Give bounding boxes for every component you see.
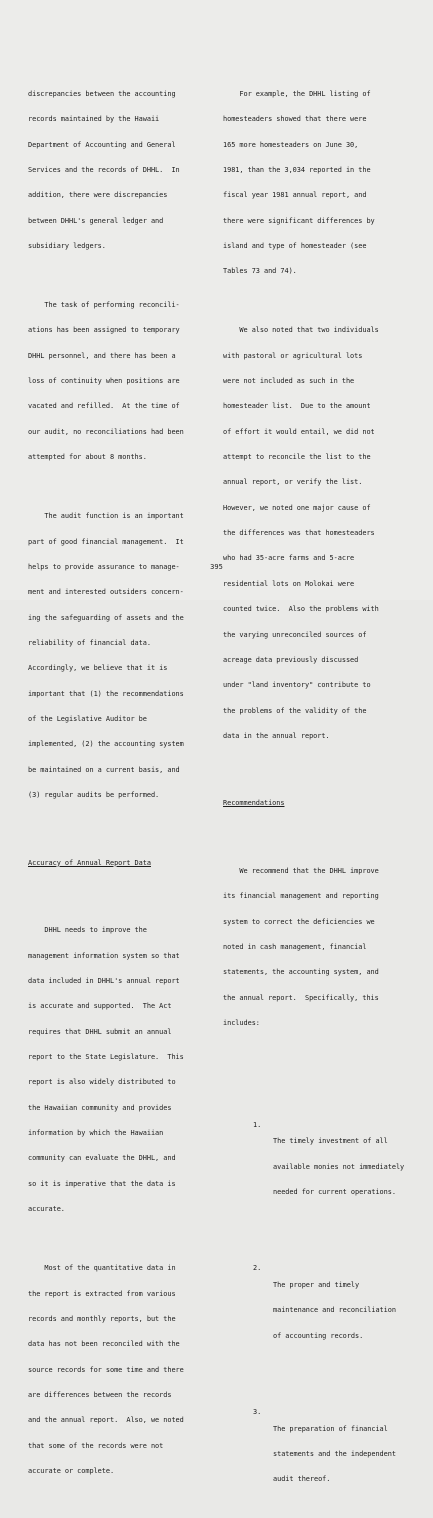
text-line: part of good financial management. It: [28, 537, 184, 546]
text-line: (3) regular audits be performed.: [28, 791, 160, 800]
text-line: Services and the records of DHHL. In: [28, 165, 180, 174]
text-line: accurate or complete.: [28, 1466, 115, 1475]
text-line: maintenance and reconciliation: [273, 1306, 396, 1315]
text-line: The preparation of financial: [273, 1424, 388, 1433]
text-line: accurate.: [28, 1205, 65, 1213]
text-line: implemented, (2) the accounting system: [28, 740, 184, 749]
text-line: residential lots on Molokai were: [223, 579, 355, 588]
text-line: of effort it would entail, we did not: [223, 427, 375, 436]
page-number: 395: [210, 563, 223, 571]
item-number: 1.: [253, 1120, 262, 1129]
text-line: records and monthly reports, but the: [28, 1314, 176, 1323]
text-line: The task of performing reconcili-: [28, 301, 180, 310]
text-line: subsidiary ledgers.: [28, 241, 106, 250]
text-line: homesteader list. Due to the amount: [223, 402, 371, 411]
spacer: [223, 1374, 409, 1382]
spacer: [223, 825, 409, 833]
text-line: The proper and timely: [273, 1281, 360, 1290]
text-line: the problems of the validity of the: [223, 706, 367, 715]
text-line: statements and the independent: [273, 1450, 396, 1459]
text-line: fiscal year 1981 annual report, and: [223, 191, 367, 200]
text-line: be maintained on a current basis, and: [28, 765, 180, 774]
text-line: attempt to reconcile the list to the: [223, 453, 371, 462]
text-line: Department of Accounting and General: [28, 140, 176, 149]
text-line: addition, there were discrepancies: [28, 191, 168, 200]
item-number: 2.: [253, 1264, 262, 1273]
text-line: requires that DHHL submit an annual: [28, 1027, 172, 1036]
spacer: [223, 1230, 409, 1238]
text-line: the Hawaiian community and provides: [28, 1103, 172, 1112]
left-para-1: [28, 73, 214, 267]
text-line: DHHL personnel, and there has been a: [28, 351, 176, 360]
right-para-3: [223, 850, 409, 1044]
text-line: with pastoral or agricultural lots: [223, 351, 363, 360]
text-line: who had 35-acre farms and 5-acre: [223, 554, 355, 563]
text-line: We recommend that the DHHL improve: [223, 867, 379, 876]
text-line: 165 more homesteaders on June 30,: [223, 140, 359, 149]
text-line: 1981, than the 3,034 reported in the: [223, 165, 371, 174]
text-line: We also noted that two individuals: [223, 326, 379, 335]
text-line: noted in cash management, financial: [223, 943, 367, 952]
text-line: vacated and refilled. At the time of: [28, 402, 180, 411]
text-line: data has not been reconciled with the: [28, 1340, 180, 1349]
text-line: helps to provide assurance to manage-: [28, 562, 180, 571]
right-para-1: [223, 73, 409, 293]
text-line: However, we noted one major cause of: [223, 503, 371, 512]
text-line: The audit function is an important: [28, 512, 184, 521]
spacer: [28, 833, 214, 841]
spacer: [223, 1087, 409, 1095]
spacer: [223, 1061, 409, 1069]
text-line: its financial management and reporting: [223, 892, 379, 901]
text-line: reliability of financial data.: [28, 638, 151, 647]
recommendation-item-3: [223, 1399, 409, 1500]
text-line: important that (1) the recommendations: [28, 689, 184, 698]
text-line: includes:: [223, 1019, 260, 1028]
text-line: Accordingly, we believe that it is: [28, 664, 168, 673]
left-para-3: [28, 495, 214, 816]
text-line: The timely investment of all: [273, 1137, 388, 1146]
text-line: ment and interested outsiders concern-: [28, 588, 184, 597]
text-line: report is also widely distributed to: [28, 1078, 176, 1087]
text-line: the varying unreconciled sources of: [223, 630, 367, 639]
text-line: system to correct the deficiencies we: [223, 917, 375, 926]
text-line: the differences was that homesteaders: [223, 529, 375, 538]
text-line: homesteaders showed that there were: [223, 115, 367, 124]
text-line: community can evaluate the DHHL, and: [28, 1154, 176, 1163]
text-line: information by which the Hawaiian: [28, 1128, 164, 1137]
text-line: data included in DHHL's annual report: [28, 976, 180, 985]
left-para-4: [28, 909, 214, 1230]
text-line: the report is extracted from various: [28, 1289, 176, 1298]
text-line: annual report, or verify the list.: [223, 478, 363, 487]
text-line: of the Legislative Auditor be: [28, 715, 147, 723]
text-line: the annual report. Specifically, this: [223, 993, 379, 1002]
text-line: are differences between the records: [28, 1390, 172, 1399]
text-line: ations has been assigned to temporary: [28, 326, 180, 335]
text-line: counted twice. Also the problems with: [223, 605, 379, 614]
text-line: records maintained by the Hawaii: [28, 115, 160, 124]
left-column: [28, 56, 214, 1509]
text-line: so it is imperative that the data is: [28, 1179, 176, 1188]
left-para-2: [28, 284, 214, 478]
text-line: Most of the quantitative data in: [28, 1264, 176, 1273]
text-line: audit thereof.: [273, 1475, 331, 1484]
text-line: there were significant differences by: [223, 216, 375, 225]
right-column: [223, 56, 409, 1518]
text-line: of accounting records.: [273, 1331, 364, 1340]
spacer: [28, 884, 214, 892]
section-heading-recommendations: Recommendations: [223, 799, 285, 808]
section-heading-accuracy: Accuracy of Annual Report Data: [28, 858, 151, 867]
recommendation-item-2: [223, 1256, 409, 1357]
text-line: Tables 73 and 74).: [223, 267, 297, 276]
text-line: that some of the records were not: [28, 1441, 164, 1450]
text-line: available monies not immediately: [273, 1162, 405, 1171]
text-line: needed for current operations.: [273, 1188, 396, 1197]
text-line: and the annual report. Also, we noted: [28, 1416, 184, 1425]
text-line: For example, the DHHL listing of: [223, 89, 371, 98]
text-line: data in the annual report.: [223, 731, 330, 740]
text-line: acreage data previously discussed: [223, 655, 359, 664]
text-line: report to the State Legislature. This: [28, 1052, 184, 1061]
text-line: source records for some time and there: [28, 1365, 184, 1374]
text-line: DHHL needs to improve the: [28, 926, 147, 935]
recommendation-item-1: [223, 1112, 409, 1213]
right-para-2: [223, 309, 409, 757]
text-line: our audit, no reconciliations had been: [28, 427, 184, 436]
text-line: attempted for about 8 months.: [28, 453, 147, 462]
text-line: were not included as such in the: [223, 377, 355, 386]
text-line: island and type of homesteader (see: [223, 241, 367, 250]
text-line: loss of continuity when positions are: [28, 377, 180, 386]
text-line: between DHHL's general ledger and: [28, 216, 164, 225]
text-line: under "land inventory" contribute to: [223, 681, 371, 690]
left-para-5: [28, 1247, 214, 1492]
text-line: ing the safeguarding of assets and the: [28, 613, 184, 622]
text-line: statements, the accounting system, and: [223, 968, 379, 977]
spacer: [223, 774, 409, 782]
text-line: is accurate and supported. The Act: [28, 1002, 172, 1011]
item-number: 3.: [253, 1407, 262, 1416]
text-line: discrepancies between the accounting: [28, 89, 176, 98]
text-line: management information system so that: [28, 951, 180, 960]
